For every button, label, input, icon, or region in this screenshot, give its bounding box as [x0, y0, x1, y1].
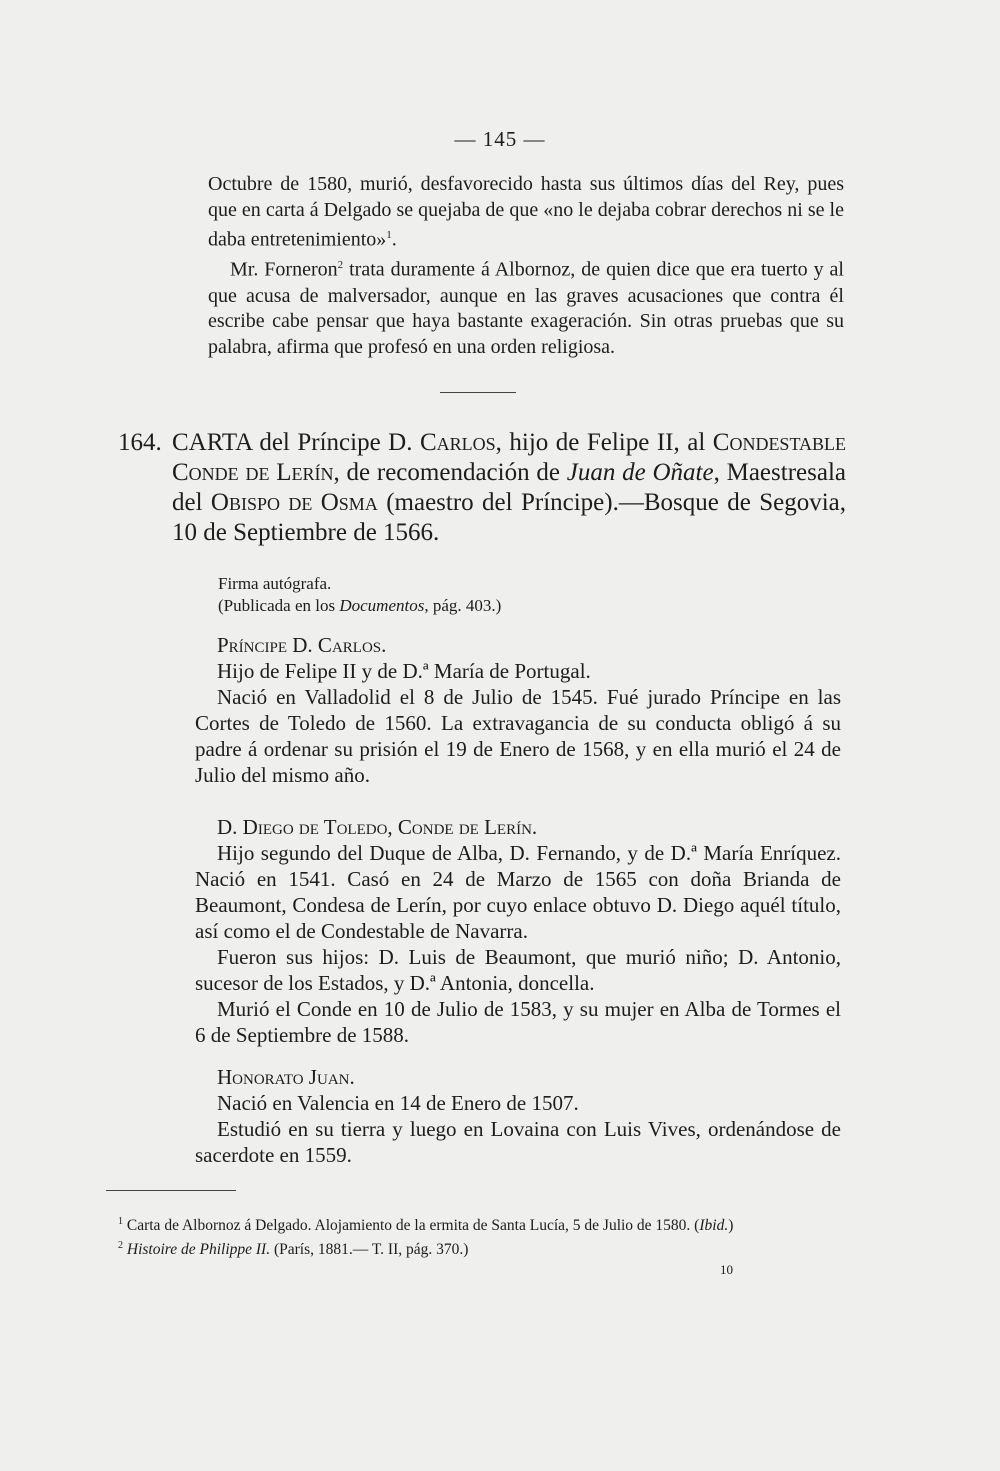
- document-entry-164: [118, 428, 846, 548]
- note-publicada: (Publicada en los Documentos, pág. 403.): [218, 596, 502, 615]
- bio-heading: Honorato Juan.: [217, 1065, 355, 1089]
- intro-paragraph-1: Octubre de 1580, murió, desfavorecido hasta sus últimos días del Rey, pues que en carta á Delgado se quejaba de que «no le dejaba cobrar derechos ni se le daba entretenimiento»$^1$.: [208, 173, 844, 251]
- footnote-ref-2[interactable]: 2: [337, 259, 344, 272]
- bio-paragraph: Hijo de Felipe II y de D.ª María de Portugal.: [217, 659, 591, 683]
- biography-diego: [195, 814, 841, 1048]
- intro-paragraph-2: Mr. Forneron$^2$ trata duramente á Albornoz, de quien dice que era tuerto y al que acusa de malversador, aunque en las graves acusaciones que contra él escribe cabe pensar que haya bastante exageración. Sin otras pruebas que su palabra, afirma que profesó en una orden religiosa.: [208, 259, 844, 358]
- bio-paragraph: Nació en Valladolid el 8 de Julio de 1545. Fué jurado Príncipe en las Cortes de Toledo de 1560. La extravagancia de su conducta obligó á su padre á ordenar su prisión el 19 de Enero de 1568, y en ella murió el 24 de Julio del mismo año.: [195, 685, 841, 787]
- biography-honorato: [195, 1064, 841, 1168]
- entry-number: 164.: [118, 429, 162, 456]
- biography-carlos: [195, 632, 841, 788]
- bio-heading: D. Diego de Toledo, Conde de Lerín.: [217, 815, 538, 839]
- bio-paragraph: Estudió en su tierra y luego en Lovaina con Luis Vives, ordenándose de sacerdote en 1559.: [195, 1117, 841, 1167]
- page-number: — 145 —: [454, 127, 546, 151]
- note-firma: Firma autógrafa.: [218, 574, 332, 593]
- bio-paragraph: Murió el Conde en 10 de Julio de 1583, y su mujer en Alba de Tormes el 6 de Septiembre de 1588.: [195, 997, 841, 1047]
- bio-paragraph: Hijo segundo del Duque de Alba, D. Fernando, y de D.ª María Enríquez. Nació en 1541. Casó en 24 de Marzo de 1565 con doña Brianda de Beaumont, Condesa de Lerín, por cuyo enlace obtuvo D. Diego aquél título, así como el de Condestable de Navarra.: [195, 841, 841, 943]
- entry-heading: 164. CARTA del Príncipe D. Carlos, hijo de Felipe II, al Condestable Conde de Lerín, de recomendación de Juan de Oñate, Maestresala del Obispo de Osma (maestro del Príncipe).—Bosque de Segovia, 10 de Septiembre de 1566.: [118, 429, 846, 546]
- footnote-1: $^1$ Carta de Albornoz á Delgado. Alojamiento de la ermita de Santa Lucía, 5 de Julio de 1580. (Ibid.): [118, 1216, 734, 1235]
- footnote-ref-1[interactable]: 1: [386, 229, 392, 242]
- bio-paragraph: Fueron sus hijos: D. Luis de Beaumont, que murió niño; D. Antonio, sucesor de los Estados, y D.ª Antonia, doncella.: [195, 945, 841, 995]
- footnote-2: $^2$ Histoire de Philippe II. (París, 1881.— T. II, pág. 370.): [118, 1240, 469, 1259]
- footnotes: [118, 1212, 848, 1260]
- bio-heading: Príncipe D. Carlos.: [217, 633, 387, 657]
- signature-mark: 10: [720, 1262, 733, 1277]
- section-divider: [440, 392, 516, 393]
- intro-text: [208, 172, 844, 360]
- entry-notes: [218, 573, 854, 617]
- bio-paragraph: Nació en Valencia en 14 de Enero de 1507.: [217, 1091, 579, 1115]
- footnote-divider: [106, 1190, 236, 1191]
